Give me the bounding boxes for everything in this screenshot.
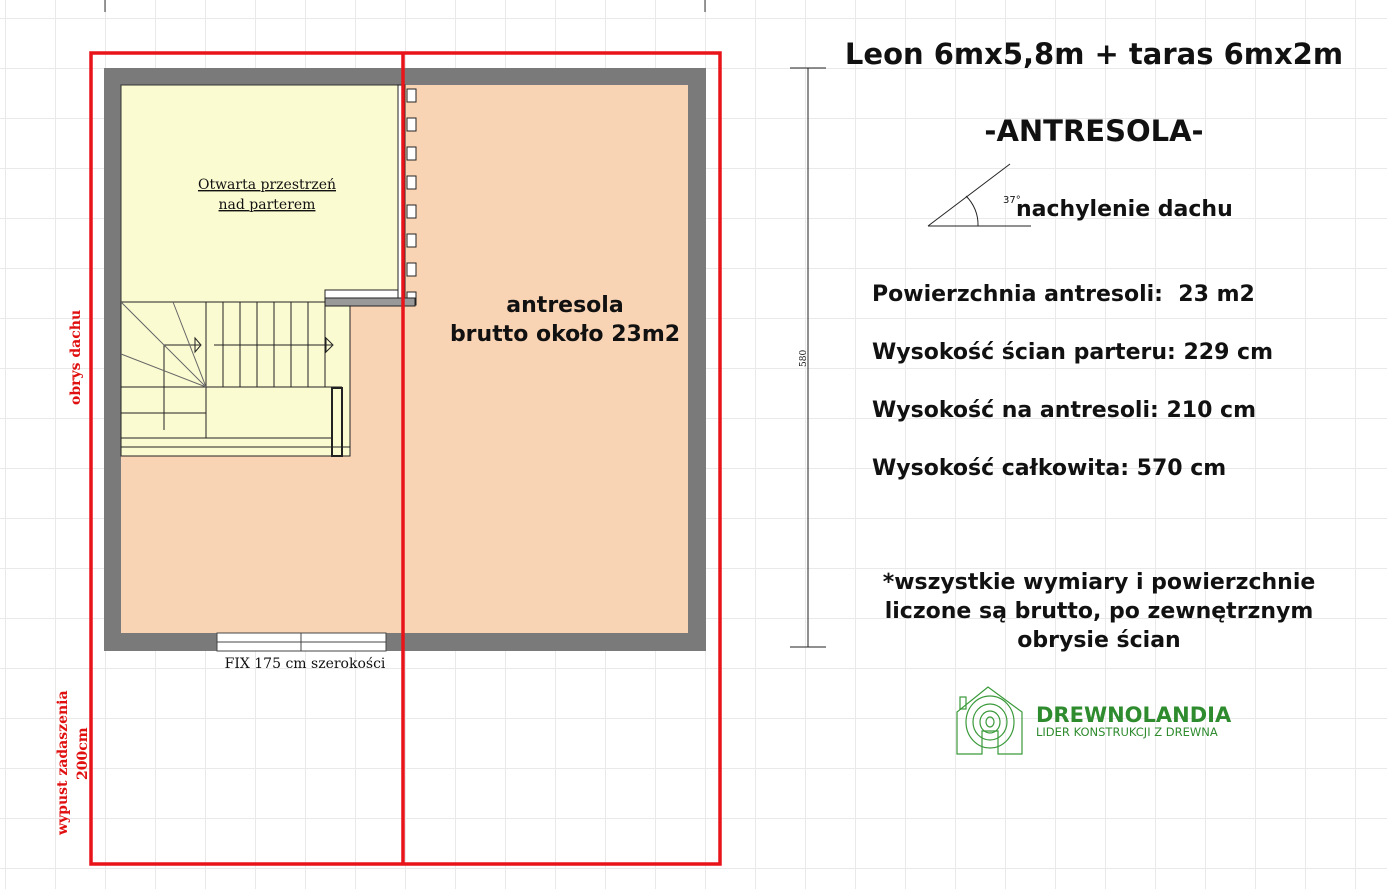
logo-tagline: LIDER KONSTRUKCJI Z DREWNA [1036,725,1218,739]
page-title: Leon 6mx5,8m + taras 6mx2m [844,37,1344,71]
window-fix [217,633,386,651]
spec-ground-wall-height: Wysokość ścian parteru: 229 cm [872,340,1274,365]
roof-angle-label: nachylenie dachu [1016,197,1233,222]
logo-name: DREWNOLANDIA [1036,703,1232,727]
open-space-area [121,85,398,302]
note-line: obrysie ścian [1017,628,1181,653]
spec-mezzanine-height: Wysokość na antresoli: 210 cm [872,398,1257,423]
spec-total-height: Wysokość całkowita: 570 cm [872,456,1227,481]
roof-outline-label: obrys dachu [68,309,84,405]
note-line: liczone są brutto, po zewnętrznym [884,599,1314,624]
spec-area: Powierzchnia antresoli: 23 m2 [872,282,1255,307]
open-space-label: nad parterem [218,197,316,213]
dimension-label: 580 [799,349,809,367]
drewnolandia-logo-icon [957,687,1022,754]
overhang-label: wypust zadaszenia [55,690,71,835]
overhang-value: 200cm [75,727,91,780]
window-label: FIX 175 cm szerokości [224,656,386,672]
roof-angle-value: 37° [1003,195,1021,206]
staircase [121,302,350,456]
mezzanine-area-label: brutto około 23m2 [449,322,681,347]
note-line: *wszystkie wymiary i powierzchnie [882,570,1316,595]
open-space-label: Otwarta przestrzeń [197,177,337,193]
subtitle: -ANTRESOLA- [984,114,1204,148]
mezzanine-label: antresola [506,293,624,318]
